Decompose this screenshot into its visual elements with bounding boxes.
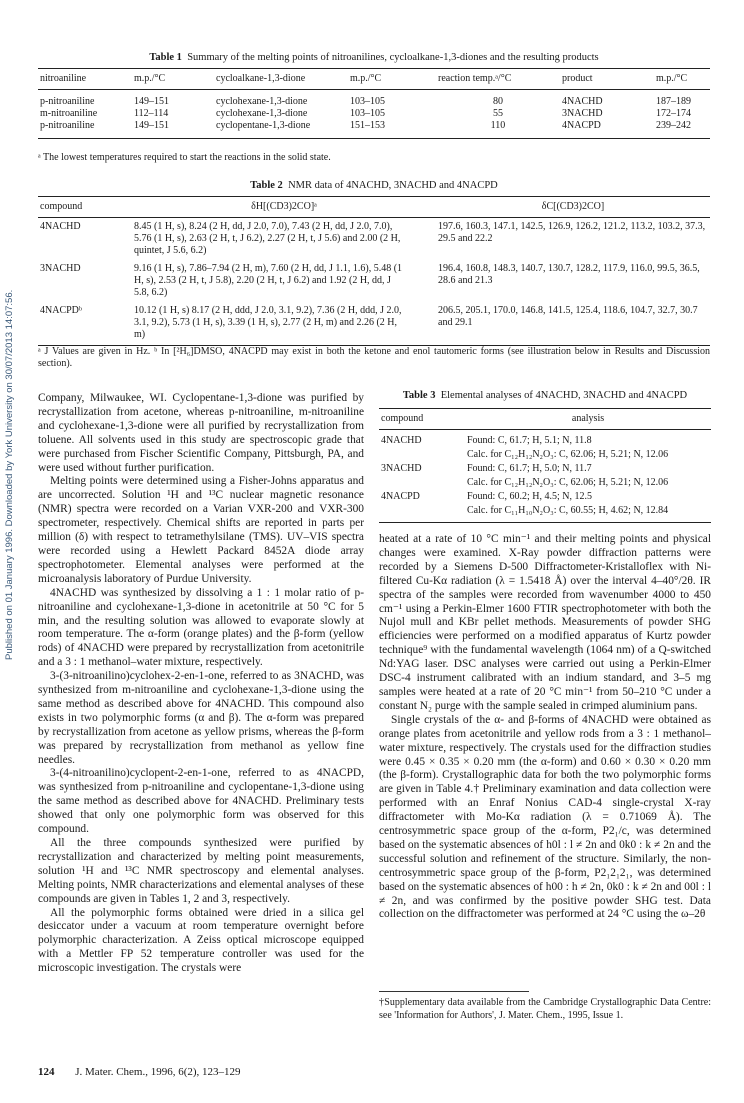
table1-header: m.p./°C: [348, 69, 436, 90]
table-cell: 103–105: [350, 108, 385, 119]
table1-footnote: ᵃ The lowest temperatures required to start the reactions in the solid state.: [38, 152, 331, 163]
table-cell: 4NACPD: [381, 491, 420, 502]
table3-caption: [379, 390, 711, 401]
body-left-column: [38, 392, 364, 976]
table-cell: 80: [493, 96, 503, 107]
table-cell: Found: C, 61.7; H, 5.1; N, 11.8: [467, 435, 592, 446]
table-row: [379, 462, 711, 476]
table-row: [38, 260, 710, 302]
table-cell: 8.45 (1 H, s), 8.24 (2 H, dd, J 2.0, 7.0), 7.43 (2 H, dd, J 2.0, 7.0), 5.76 (1 H, s), 2.63 (2 H, t, J 6.2), 2.27 (2 H, t, J 5.6) and 2.00 (2 H, quintet, J 5.6, 6.2): [134, 221, 401, 256]
table-cell: cyclohexane-1,3-dione: [216, 96, 308, 107]
journal-citation: J. Mater. Chem., 1996, 6(2), 123–129: [75, 1066, 241, 1078]
paragraph: All the polymorphic forms obtained were dried in a silica gel desiccator under a vacuum at room temperature overnight before polymorphic characterization. A Zeiss optical microscope equipped with a Mettler FP 52 temperature controller was used for the microscopic investigation. The crystals were: [38, 906, 364, 975]
supplementary-footnote: †Supplementary data available from the Cambridge Crystallographic Data Centre: see 'Information for Authors', J. Mater. Chem., 1995, Issue 1.: [379, 997, 711, 1021]
table-cell: Calc. for C₁₂H₁₂N₂O₃: C, 62.06; H, 5.21; N, 12.06: [467, 449, 669, 460]
table-cell: 4NACPD: [560, 120, 654, 139]
table-cell: 4NACHD: [40, 221, 81, 232]
table-row: [379, 448, 711, 462]
table-cell: 206.5, 205.1, 170.0, 146.8, 141.5, 125.4, 118.6, 104.7, 32.7, 30.7 and 29.1: [436, 302, 710, 346]
paragraph: Company, Milwaukee, WI. Cyclopentane-1,3-dione was purified by recrystallization from acetone, whereas p-nitroaniline, m-nitroaniline and cyclohexane-1,3-dione were all purified by recrystallization from toluene. All solvents used in this study are spectroscopic grade that were purchased from Fischer Scientific Company, Pittsburgh, PA, and were used without further purification.: [38, 392, 364, 474]
table-cell: 149–151: [134, 96, 169, 107]
table1-header: nitroaniline: [38, 69, 132, 90]
paragraph: Single crystals of the α- and β-forms of 4NACHD were obtained as orange plates from acetonitrile and yellow rods from a 3 : 1 methanol–water mixture, respectively. The crystals used for the diffraction studies were 0.45 × 0.35 × 0.20 mm (the α-form) and 0.60 × 0.30 × 0.20 mm (the β-form). Crystallographic data for both the two polymorphic forms are given in Table 4.† Preliminary examination and data collection were performed with an Enraf Nonius CAD-4 single-crystal X-ray diffractometer with Mo-Kα radiation (λ = 0.71069 Å). The centrosymmetric space group of the α-form, P2₁/c, was determined based on the systematic absences of h0l : l ≠ 2n and 0k0 : k ≠ 2n and the successful solution and refinement of the structure. Similarly, the non-centrosymmetric space group of the β-form, P2₁2₁2₁, was determined based on the systematic absences of h00 : h ≠ 2n, 0k0 : k ≠ 2n and 00l : l ≠ 2n, and was confirmed by the positive powder SHG test. Data collection on the diffractometer was performed at 24 °C using the ω–2θ: [379, 713, 711, 921]
table1-header: m.p./°C: [654, 69, 710, 90]
table-cell: 239–242: [654, 120, 710, 139]
page-number: 124: [38, 1066, 55, 1078]
table-row: [38, 302, 710, 346]
table-row: [38, 108, 710, 120]
paragraph: 3-(3-nitroanilino)cyclohex-2-en-1-one, referred to as 3NACHD, was synthesized from m-nitroaniline and cyclohexane-1,3-dione using the same method as described above for 4NACHD. This compound also exists in two polymorphic forms (α and β). The α-form was prepared by recrystallization from acetone as yellow prisms, whereas the β-form was prepared by recrystallization from methanol as yellow fine needles.: [38, 670, 364, 766]
table2-header-row: [38, 197, 710, 218]
table1-header: cycloalkane-1,3-dione: [214, 69, 348, 90]
table-cell: 197.6, 160.3, 147.1, 142.5, 126.9, 126.2, 121.2, 113.2, 103.2, 37.3, 29.5 and 22.2: [438, 221, 706, 244]
table-cell: 112–114: [134, 108, 169, 119]
table-row: [379, 490, 711, 504]
download-watermark-text: Published on 01 January 1996. Downloaded by York University on 30/07/2013 14:07:56.: [4, 289, 15, 660]
table-cell-empty: [379, 448, 465, 462]
table-cell: 151–153: [348, 120, 436, 139]
table-row: [38, 120, 710, 139]
table1-caption-label: Table 1: [149, 52, 182, 63]
table-cell: 110: [436, 120, 560, 139]
table3-header: analysis: [465, 409, 711, 430]
table3-caption-label: Table 3: [402, 390, 436, 401]
table-cell: Calc. for C₁₂H₁₂N₂O₃: C, 62.06; H, 5.21; N, 12.06: [467, 477, 669, 488]
table-cell: 4NACHD: [562, 96, 603, 107]
table-row: [379, 430, 711, 449]
table2-footnote: ᵃ J Values are given in Hz. ᵇ In [²H₆]DMSO, 4NACPD may exist in both the ketone and enol tautomeric forms (see illustration below in Results and Discussion section).: [38, 346, 710, 369]
table2: [38, 196, 710, 346]
table2-caption: [38, 180, 710, 191]
table-row: [379, 476, 711, 490]
table-cell: 55: [493, 108, 503, 119]
table1: [38, 68, 710, 139]
table-row: [379, 504, 711, 523]
paragraph: 4NACHD was synthesized by dissolving a 1 : 1 molar ratio of p-nitroaniline and cyclohexane-1,3-dione in acetonitrile at 50 °C for 5 min, and the resulting solution was allowed to evaporate slowly at room temperature. The α-form (orange plates) and the β-form (yellow rods) of 4NACHD were prepared by recrystallization from acetonitrile and a 3 : 1 methanol–water mixture, respectively.: [38, 586, 364, 669]
table-row: [38, 218, 710, 261]
table1-header-row: [38, 69, 710, 90]
paragraph: 3-(4-nitroanilino)cyclopent-2-en-1-one, referred to as 4NACPD, was synthesized from p-nitroaniline and cyclopentane-1,3-dione using the same method as described above for 4NACHD. Preliminary tests showed that only one polymorphic form was observed for this compound.: [38, 767, 364, 836]
table2-header: δC[(CD3)2CO]: [436, 197, 710, 218]
table3-caption-text: Elemental analyses of 4NACHD, 3NACHD and 4NACPD: [440, 390, 688, 401]
table-cell: m-nitroaniline: [40, 108, 98, 119]
table-cell: 3NACHD: [562, 108, 603, 119]
table-cell: 3NACHD: [40, 263, 81, 274]
table-cell: 187–189: [656, 96, 691, 107]
footnote-divider: [379, 991, 529, 992]
table2-caption-text: NMR data of 4NACHD, 3NACHD and 4NACPD: [288, 180, 498, 191]
table-cell: 4NACHD: [381, 435, 422, 446]
table-cell-empty: [379, 504, 465, 523]
table-cell: 3NACHD: [381, 463, 422, 474]
table-cell: 4NACPDᵇ: [38, 302, 132, 346]
paragraph: Melting points were determined using a Fisher-Johns apparatus and are uncorrected. Solution ¹H and ¹³C nuclear magnetic resonance (NMR) spectra were recorded on a Varian VXR-200 and VXR-300 spectrometer, respectively. Chemical shifts are reported in parts per million (δ) with respect to tetramethylsilane (TMS). UV–VIS spectra were recorded using a Hewlett Packard 8452A diode array spectrophotometer. Elemental analyses were performed at the microanalysis laboratory of Purdue University.: [38, 475, 364, 585]
table-cell: p-nitroaniline: [38, 120, 132, 139]
table-cell: 196.4, 160.8, 148.3, 140.7, 130.7, 128.2, 117.9, 116.0, 99.5, 36.5, 28.6 and 21.3: [438, 263, 700, 286]
table-cell: Found: C, 60.2; H, 4.5; N, 12.5: [467, 491, 593, 502]
body-right-column: [379, 533, 711, 922]
table3-header: compound: [379, 409, 465, 430]
table1-header: reaction temp.ᵃ/°C: [436, 69, 560, 90]
table1-header: product: [560, 69, 654, 90]
table-cell: 149–151: [132, 120, 214, 139]
table2-caption-label: Table 2: [250, 180, 283, 191]
table2-header: compound: [38, 197, 132, 218]
table1-caption: [38, 52, 710, 63]
download-watermark: [4, 260, 16, 660]
table-row: [38, 90, 710, 109]
table1-caption-text: Summary of the melting points of nitroanilines, cycloalkane-1,3-diones and the resulting products: [187, 52, 599, 63]
paragraph: heated at a rate of 10 °C min⁻¹ and their melting points and physical changes were examined. X-Ray powder diffraction patterns were recorded by a Siemens D-500 Diffractometer-Kristalloflex with Ni-filtered Cu-Kα radiation (λ = 1.5418 Å) over the interval 4–40°/2θ. IR spectra of the samples were recorded from wavenumber 4000 to 450 cm⁻¹ using a Perkin-Elmer 1600 FTIR spectrophotometer with both the Nujol mull and KBr pellet methods. Measurements of powder SHG efficiencies were performed on a modified apparatus of Kurtz powder technique⁹ with the fundamental wavelength (1064 nm) of a Q-switched Nd:YAG laser. DSC analyses were carried out using a Perkin-Elmer DSC-4 instrument calibrated with an indium standard, and 3–5 mg samples were heated at a rate of 20 °C min⁻¹ from 50–210 °C under a constant N₂ purge with the sample sealed in crimped aluminium pans.: [379, 533, 711, 712]
table2-header: δH[(CD3)2CO]ᵃ: [132, 197, 436, 218]
table3: [379, 408, 711, 523]
table-cell: Calc. for C₁₁H₁₀N₂O₃: C, 60.55; H, 4.62; N, 12.84: [465, 504, 711, 523]
table-cell: 172–174: [656, 108, 691, 119]
table-cell: 9.16 (1 H, s), 7.86–7.94 (2 H, m), 7.60 (2 H, dd, J 1.1, 1.6), 5.48 (1 H, s), 2.53 (2 H, t, J 5.8), 2.20 (2 H, t, J 6.2) and 1.92 (2 H, dd, J 5.8, 6.2): [134, 263, 403, 298]
page-footer: [38, 1066, 241, 1078]
table-cell: p-nitroaniline: [40, 96, 95, 107]
table-cell: 10.12 (1 H, s) 8.17 (2 H, ddd, J 2.0, 3.1, 9.2), 7.36 (2 H, ddd, J 2.0, 3.1, 9.2), 5.73 (1 H, s), 3.39 (1 H, s), 2.77 (2 H, m) and 2.26 (2 H, m): [132, 302, 436, 346]
table-cell: cyclohexane-1,3-dione: [216, 108, 308, 119]
paragraph: All the three compounds synthesized were purified by recrystallization and characterized by melting point measurements, solution ¹H and ¹³C NMR spectroscopy and elemental analyses. Melting points, NMR characterizations and elemental analyses of these compounds are given in Tables 1, 2 and 3, respectively.: [38, 837, 364, 905]
table-cell-empty: [379, 476, 465, 490]
table-cell: Found: C, 61.7; H, 5.0; N, 11.7: [467, 463, 592, 474]
table-cell: 103–105: [350, 96, 385, 107]
table1-header: m.p./°C: [132, 69, 214, 90]
table3-header-row: [379, 409, 711, 430]
table-cell: cyclopentane-1,3-dione: [214, 120, 348, 139]
